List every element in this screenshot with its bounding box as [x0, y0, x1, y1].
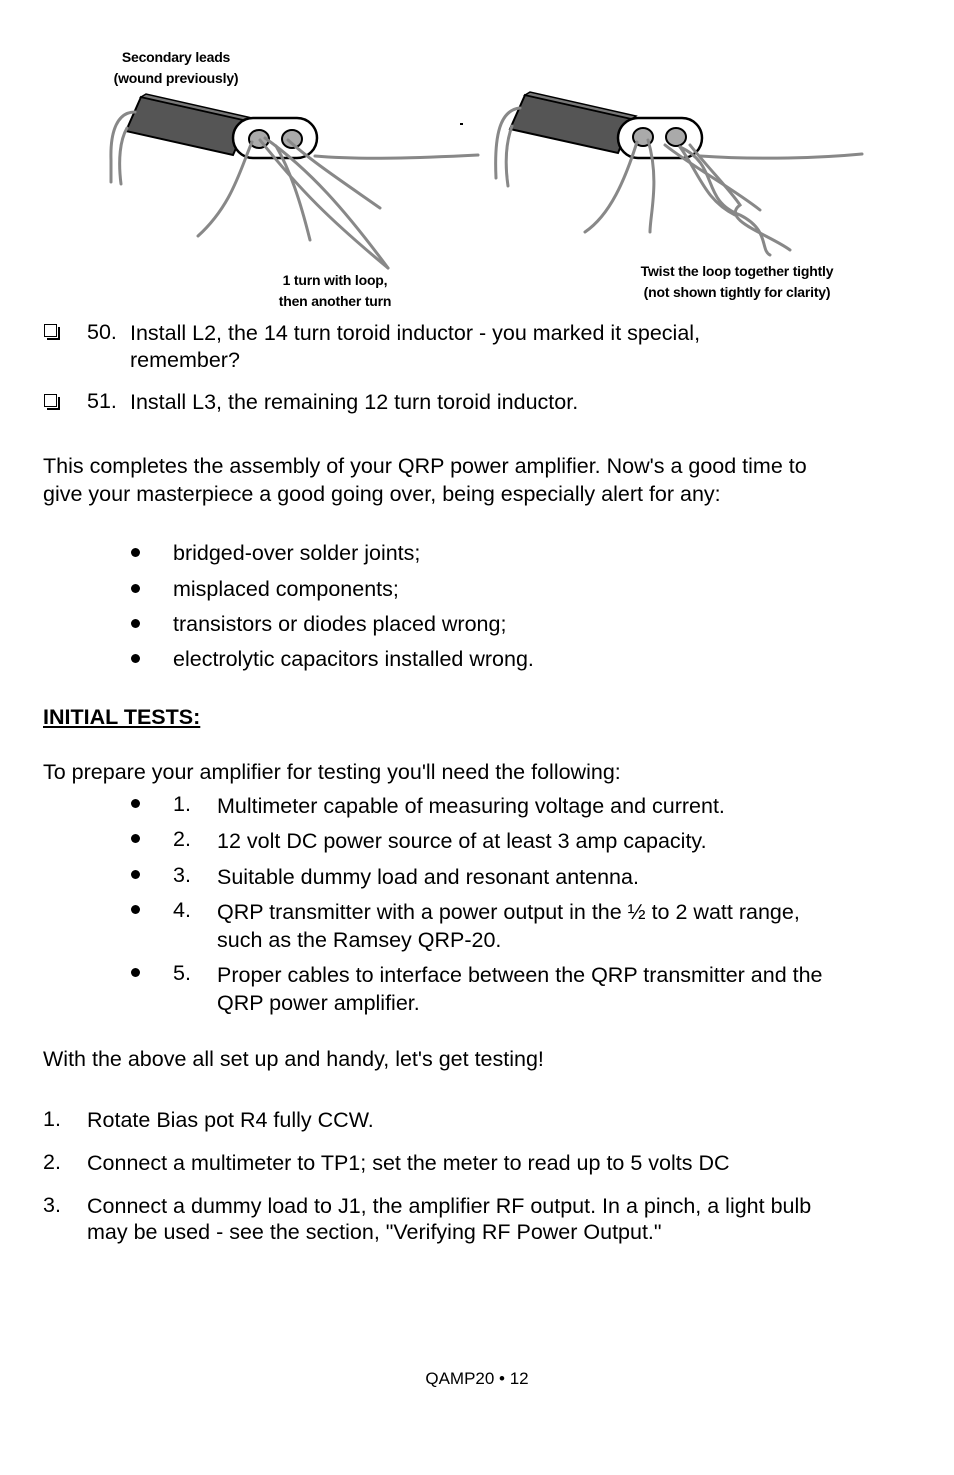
- bullet-icon: [131, 905, 140, 914]
- intro-line: This completes the assembly of your QRP power amplifier. Now's a good time to: [43, 454, 807, 478]
- label-line: (wound previously): [113, 70, 239, 86]
- label-line: Secondary leads: [121, 49, 231, 65]
- list-item: [217, 898, 800, 954]
- list-item: Suitable dummy load and resonant antenna.: [217, 865, 639, 889]
- item-number: 3.: [173, 863, 191, 887]
- right-bottom-label: [597, 261, 877, 303]
- label-line: (not shown tightly for clarity): [643, 284, 831, 300]
- intro-line: give your masterpiece a good going over, being especially alert for any:: [43, 482, 721, 506]
- step-number: 2.: [43, 1150, 61, 1174]
- left-toroid-illustration: [111, 94, 478, 268]
- label-line: Twist the loop together tightly: [640, 263, 834, 279]
- list-item: [217, 961, 823, 1017]
- step-line: remember?: [130, 348, 240, 372]
- step-text: Connect a multimeter to TP1; set the meter to read up to 5 volts DC: [87, 1151, 730, 1175]
- section-heading: INITIAL TESTS:: [43, 705, 201, 729]
- bullet-icon: [131, 870, 140, 879]
- step-number: 1.: [43, 1107, 61, 1131]
- list-item: transistors or diodes placed wrong;: [173, 612, 507, 636]
- bullet-icon: [131, 968, 140, 977]
- bullet-icon: [131, 834, 140, 843]
- label-line: then another turn: [278, 293, 392, 309]
- list-item: 12 volt DC power source of at least 3 amp capacity.: [217, 829, 707, 853]
- prepare-paragraph: To prepare your amplifier for testing you'll need the following:: [43, 760, 621, 784]
- bullet-icon: [131, 654, 140, 663]
- list-item: Multimeter capable of measuring voltage and current.: [217, 794, 725, 818]
- step-text: [130, 320, 700, 374]
- list-item: electrolytic capacitors installed wrong.: [173, 647, 534, 671]
- checkbox-icon[interactable]: [44, 324, 57, 337]
- step-number: 50.: [87, 320, 117, 344]
- item-number: 1.: [173, 792, 191, 816]
- left-top-label: [66, 47, 286, 89]
- ready-paragraph: With the above all set up and handy, let's get testing!: [43, 1047, 544, 1071]
- bullet-icon: [131, 619, 140, 628]
- step-line: Connect a dummy load to J1, the amplifier RF output. In a pinch, a light bulb: [87, 1194, 812, 1218]
- step-text: Install L3, the remaining 12 turn toroid inductor.: [130, 390, 579, 414]
- step-text: Rotate Bias pot R4 fully CCW.: [87, 1108, 374, 1132]
- item-number: 5.: [173, 961, 191, 985]
- bullet-icon: [131, 584, 140, 593]
- item-number: 2.: [173, 827, 191, 851]
- item-line: Proper cables to interface between the QRP transmitter and the: [217, 963, 823, 987]
- page-footer: QAMP20 • 12: [425, 1369, 529, 1388]
- step-number: 51.: [87, 389, 117, 413]
- list-item: bridged-over solder joints;: [173, 541, 421, 565]
- item-number: 4.: [173, 898, 191, 922]
- step-number: 3.: [43, 1193, 61, 1217]
- label-line: 1 turn with loop,: [282, 272, 388, 288]
- list-item: misplaced components;: [173, 577, 399, 601]
- step-line: may be used - see the section, "Verifying RF Power Output.": [87, 1220, 662, 1244]
- right-toroid-illustration: [496, 92, 862, 255]
- step-text: [87, 1193, 811, 1245]
- left-bottom-label: [225, 270, 445, 312]
- item-line: QRP transmitter with a power output in the ½ to 2 watt range,: [217, 900, 800, 924]
- checkbox-icon[interactable]: [44, 394, 57, 407]
- intro-paragraph: [43, 452, 807, 508]
- bullet-icon: [131, 799, 140, 808]
- item-line: such as the Ramsey QRP-20.: [217, 928, 502, 952]
- bullet-icon: [131, 548, 140, 557]
- step-line: Install L2, the 14 turn toroid inductor - you marked it special,: [130, 321, 701, 345]
- item-line: QRP power amplifier.: [217, 991, 420, 1015]
